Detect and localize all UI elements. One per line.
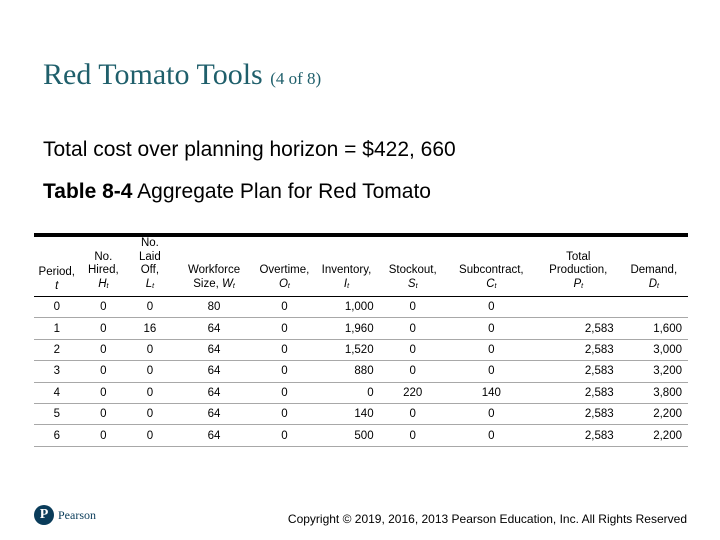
table-cell: 2,583 (537, 382, 620, 403)
column-symbol (649, 278, 659, 290)
table-cell: 0 (255, 339, 313, 360)
column-symbol (222, 278, 235, 290)
column-header (127, 235, 173, 297)
column-header-text: Period, (38, 266, 75, 278)
column-header-text: Subcontract, (459, 264, 524, 276)
table-row (34, 425, 688, 446)
table-row (34, 318, 688, 339)
table-cell: 0 (255, 382, 313, 403)
column-symbol-letter: H (98, 277, 107, 290)
table-cell: 0 (380, 361, 446, 382)
table-cell: 0 (127, 297, 173, 318)
table-cell: 0 (255, 318, 313, 339)
table-cell: 0 (380, 403, 446, 424)
table-cell: 64 (173, 425, 256, 446)
column-header (537, 235, 620, 297)
column-header-text: Overtime, (259, 264, 310, 276)
total-cost-text: Total cost over planning horizon = $422, 660 (43, 138, 456, 161)
table-cell: 2,583 (537, 361, 620, 382)
column-symbol-letter: O (278, 277, 288, 290)
column-symbol-subscript: t (106, 282, 109, 290)
pearson-logo-mark: P (34, 505, 54, 525)
table-cell: 16 (127, 318, 173, 339)
table-cell: 64 (173, 339, 256, 360)
table-cell: 140 (446, 382, 537, 403)
slide-title-suffix: (4 of 8) (270, 69, 322, 88)
table-cell: 64 (173, 361, 256, 382)
column-header-text: Size, (193, 277, 219, 290)
table-cell: 1,520 (313, 339, 379, 360)
table-cell: 0 (380, 339, 446, 360)
column-header-text: No. (140, 237, 159, 249)
column-symbol-letter: P (573, 277, 582, 290)
column-header-text: No. (94, 250, 113, 263)
table-cell: 880 (313, 361, 379, 382)
column-symbol (98, 278, 108, 290)
table-cell: 0 (127, 361, 173, 382)
table-cell: 0 (80, 382, 128, 403)
column-symbol-letter: t (55, 279, 59, 292)
column-header-text: Production, (549, 264, 608, 276)
column-symbol (344, 278, 349, 290)
column-header-text: Workforce (187, 264, 241, 276)
table-cell: 0 (34, 297, 80, 318)
table-cell: 0 (127, 403, 173, 424)
table-cell: 0 (446, 425, 537, 446)
column-header-text: Hired, (87, 264, 119, 276)
table-cell: 500 (313, 425, 379, 446)
column-header-text: Off, (140, 264, 160, 276)
table-cell: 0 (446, 297, 537, 318)
table-cell: 4 (34, 382, 80, 403)
copyright-text: Copyright © 2019, 2016, 2013 Pearson Education, Inc. All Rights Reserved (287, 512, 687, 526)
table-cell: 64 (173, 318, 256, 339)
table-row (34, 361, 688, 382)
column-symbol-subscript: t (232, 282, 235, 290)
table-row (34, 297, 688, 318)
column-header (620, 235, 688, 297)
table-cell: 0 (80, 297, 128, 318)
column-header (173, 235, 256, 297)
table-cell: 2,583 (537, 425, 620, 446)
table-cell: 2 (34, 339, 80, 360)
table-cell: 0 (80, 339, 128, 360)
table-cell: 3,800 (620, 382, 688, 403)
column-symbol-letter: D (648, 277, 657, 290)
table-cell: 2,200 (620, 425, 688, 446)
table-cell: 5 (34, 403, 80, 424)
table-cell: 64 (173, 382, 256, 403)
table-cell: 1 (34, 318, 80, 339)
table-cell: 0 (255, 361, 313, 382)
table-header-row (34, 235, 688, 297)
table-cell: 0 (380, 297, 446, 318)
column-symbol (408, 278, 418, 290)
table-cell: 0 (255, 425, 313, 446)
pearson-logo (34, 505, 96, 525)
column-symbol-letter: W (222, 277, 233, 290)
column-symbol-letter: I (343, 277, 348, 290)
table-cell: 0 (80, 318, 128, 339)
column-symbol-letter: S (407, 277, 416, 290)
column-symbol-subscript: t (657, 282, 659, 290)
table-cell: 1,600 (620, 318, 688, 339)
column-header-text: Laid (139, 250, 161, 263)
table-cell: 3,200 (620, 361, 688, 382)
table-cell: 0 (80, 425, 128, 446)
column-symbol-subscript: t (287, 282, 290, 290)
column-symbol-subscript: t (581, 282, 584, 290)
column-symbol (486, 278, 496, 290)
column-symbol (146, 278, 154, 290)
column-header (80, 235, 128, 297)
table-row (34, 339, 688, 360)
column-header (446, 235, 537, 297)
table-cell: 1,960 (313, 318, 379, 339)
table-cell: 0 (380, 318, 446, 339)
table-cell: 1,000 (313, 297, 379, 318)
column-symbol (279, 278, 290, 290)
table-row (34, 403, 688, 424)
table-title: Aggregate Plan for Red Tomato (137, 180, 431, 203)
table-cell: 0 (313, 382, 379, 403)
column-header-text: Total (566, 250, 591, 263)
table-cell: 80 (173, 297, 256, 318)
column-header-text: Stockout, (388, 264, 437, 276)
table-cell: 6 (34, 425, 80, 446)
table-cell: 0 (446, 339, 537, 360)
column-header (255, 235, 313, 297)
table-cell: 0 (127, 382, 173, 403)
table-label: Table 8-4 (43, 180, 133, 203)
table-cell (620, 297, 688, 318)
column-symbol-subscript: t (415, 282, 418, 290)
table-body (34, 297, 688, 447)
table-cell: 0 (446, 403, 537, 424)
column-symbol (573, 278, 583, 290)
table-cell: 0 (446, 318, 537, 339)
table-caption (43, 180, 431, 204)
pearson-logo-text: Pearson (58, 507, 96, 522)
table-cell: 2,583 (537, 339, 620, 360)
table-cell: 0 (446, 361, 537, 382)
table-cell: 0 (255, 403, 313, 424)
column-symbol-subscript: t (347, 282, 350, 290)
column-symbol-letter: C (486, 277, 495, 290)
column-symbol-subscript: t (494, 282, 497, 290)
column-header-text: Inventory, (321, 264, 372, 276)
table-cell: 64 (173, 403, 256, 424)
table-cell: 0 (255, 297, 313, 318)
column-symbol (55, 280, 58, 292)
aggregate-plan-table (34, 233, 688, 447)
table-cell: 3 (34, 361, 80, 382)
table-cell: 2,583 (537, 403, 620, 424)
table-cell: 0 (127, 425, 173, 446)
table-cell: 220 (380, 382, 446, 403)
table-cell: 2,583 (537, 318, 620, 339)
column-symbol-subscript: t (152, 282, 155, 290)
table-cell: 0 (80, 361, 128, 382)
column-header (380, 235, 446, 297)
table-row (34, 382, 688, 403)
column-header-text: Demand, (630, 264, 678, 276)
table-cell: 3,000 (620, 339, 688, 360)
table-cell: 0 (80, 403, 128, 424)
slide-title (43, 58, 321, 92)
table-cell (537, 297, 620, 318)
column-header (34, 235, 80, 297)
table-cell: 0 (127, 339, 173, 360)
table-cell: 140 (313, 403, 379, 424)
table-cell: 0 (380, 425, 446, 446)
column-symbol-letter: L (145, 277, 153, 290)
column-header (313, 235, 379, 297)
slide-title-text: Red Tomato Tools (43, 58, 263, 91)
table-cell: 2,200 (620, 403, 688, 424)
